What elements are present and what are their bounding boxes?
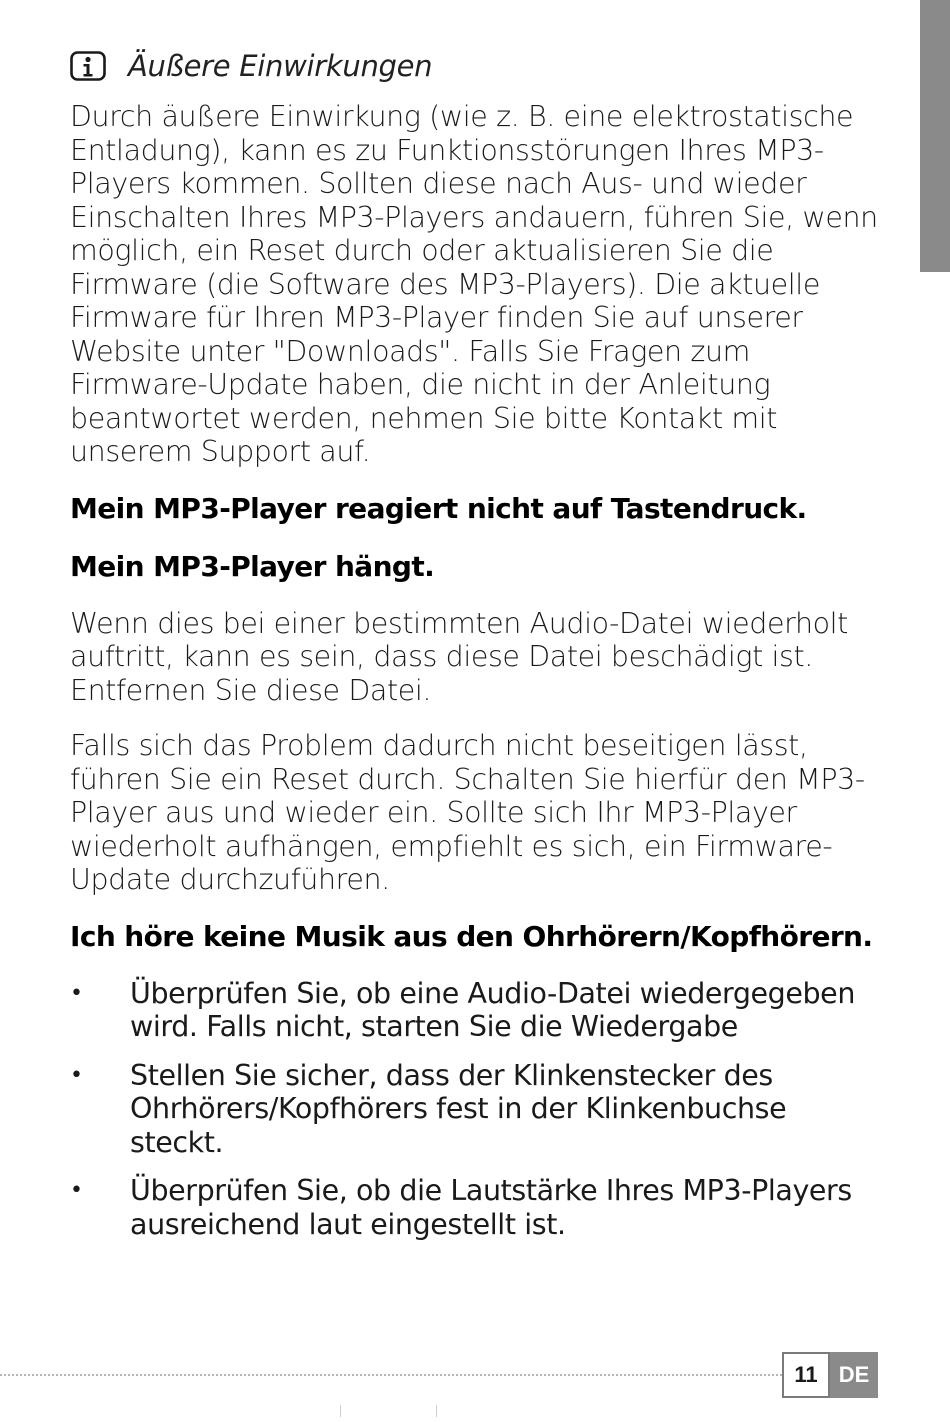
list-item xyxy=(70,977,880,1044)
list-item-text: Überprüfen Sie, ob eine Audio-Datei wiedergegeben wird. Falls nicht, starten Sie die Wiedergabe xyxy=(130,976,855,1043)
crop-mark xyxy=(436,1405,437,1417)
language-badge: DE xyxy=(830,1352,878,1398)
chapter-side-tab xyxy=(920,0,950,272)
paragraph-damaged-file: Wenn dies bei einer bestimmten Audio-Datei wiederholt auftritt, kann es sein, dass diese Datei beschädigt ist. Entfernen Sie diese Datei. xyxy=(70,606,848,707)
crop-mark xyxy=(340,1405,341,1417)
heading-no-key-response: Mein MP3-Player reagiert nicht auf Tastendruck. xyxy=(70,491,807,525)
bullet-marker: • xyxy=(70,980,83,1006)
list-item xyxy=(70,1059,880,1160)
footer-dotted-divider xyxy=(0,1374,782,1376)
page-content xyxy=(70,44,880,1256)
checklist xyxy=(70,977,880,1242)
note-title: Äußere Einwirkungen xyxy=(128,49,433,83)
info-icon xyxy=(70,51,106,81)
page-number: 11 xyxy=(782,1352,830,1398)
bullet-marker: • xyxy=(70,1178,83,1203)
list-item xyxy=(70,1174,880,1241)
note-heading xyxy=(70,44,880,88)
heading-no-music: Ich höre keine Musik aus den Ohrhörern/Kopfhörern. xyxy=(70,919,873,953)
bullet-marker: • xyxy=(70,1062,83,1088)
heading-player-hangs: Mein MP3-Player hängt. xyxy=(70,549,435,583)
paragraph-external-influences: Durch äußere Einwirkung (wie z. B. eine elektrostatische Entladung), kann es zu Funktionsstörungen Ihres MP3-Players kommen. Sollten diese nach Aus- und wieder Einschalten Ihres MP3-Players andauern, führen Sie, wenn möglich, ein Reset durch oder aktualisieren Sie die Firmware (die Software des MP3-Players). Die aktuelle Firmware für Ihren MP3-Player finden Sie auf unserer Website unter "Downloads". Falls Sie Fragen zum Firmware-Update haben, die nicht in der Anleitung beantwortet werden, nehmen Sie bitte Kontakt mit unserem Support auf. xyxy=(70,100,878,468)
list-item-text: Stellen Sie sicher, dass der Klinkenstecker des Ohrhörers/Kopfhörers fest in der Klinkenbuchse steckt. xyxy=(130,1058,787,1159)
list-item-text: Überprüfen Sie, ob die Lautstärke Ihres MP3-Players ausreichend laut eingestellt ist. xyxy=(130,1174,852,1241)
paragraph-reset-advice: Falls sich das Problem dadurch nicht beseitigen lässt, führen Sie ein Reset durch. Schalten Sie hierfür den MP3-Player aus und wieder ein. Sollte sich Ihr MP3-Player wiederholt aufhängen, empfiehlt es sich, ein Firmware-Update durchzuführen. xyxy=(70,729,865,896)
